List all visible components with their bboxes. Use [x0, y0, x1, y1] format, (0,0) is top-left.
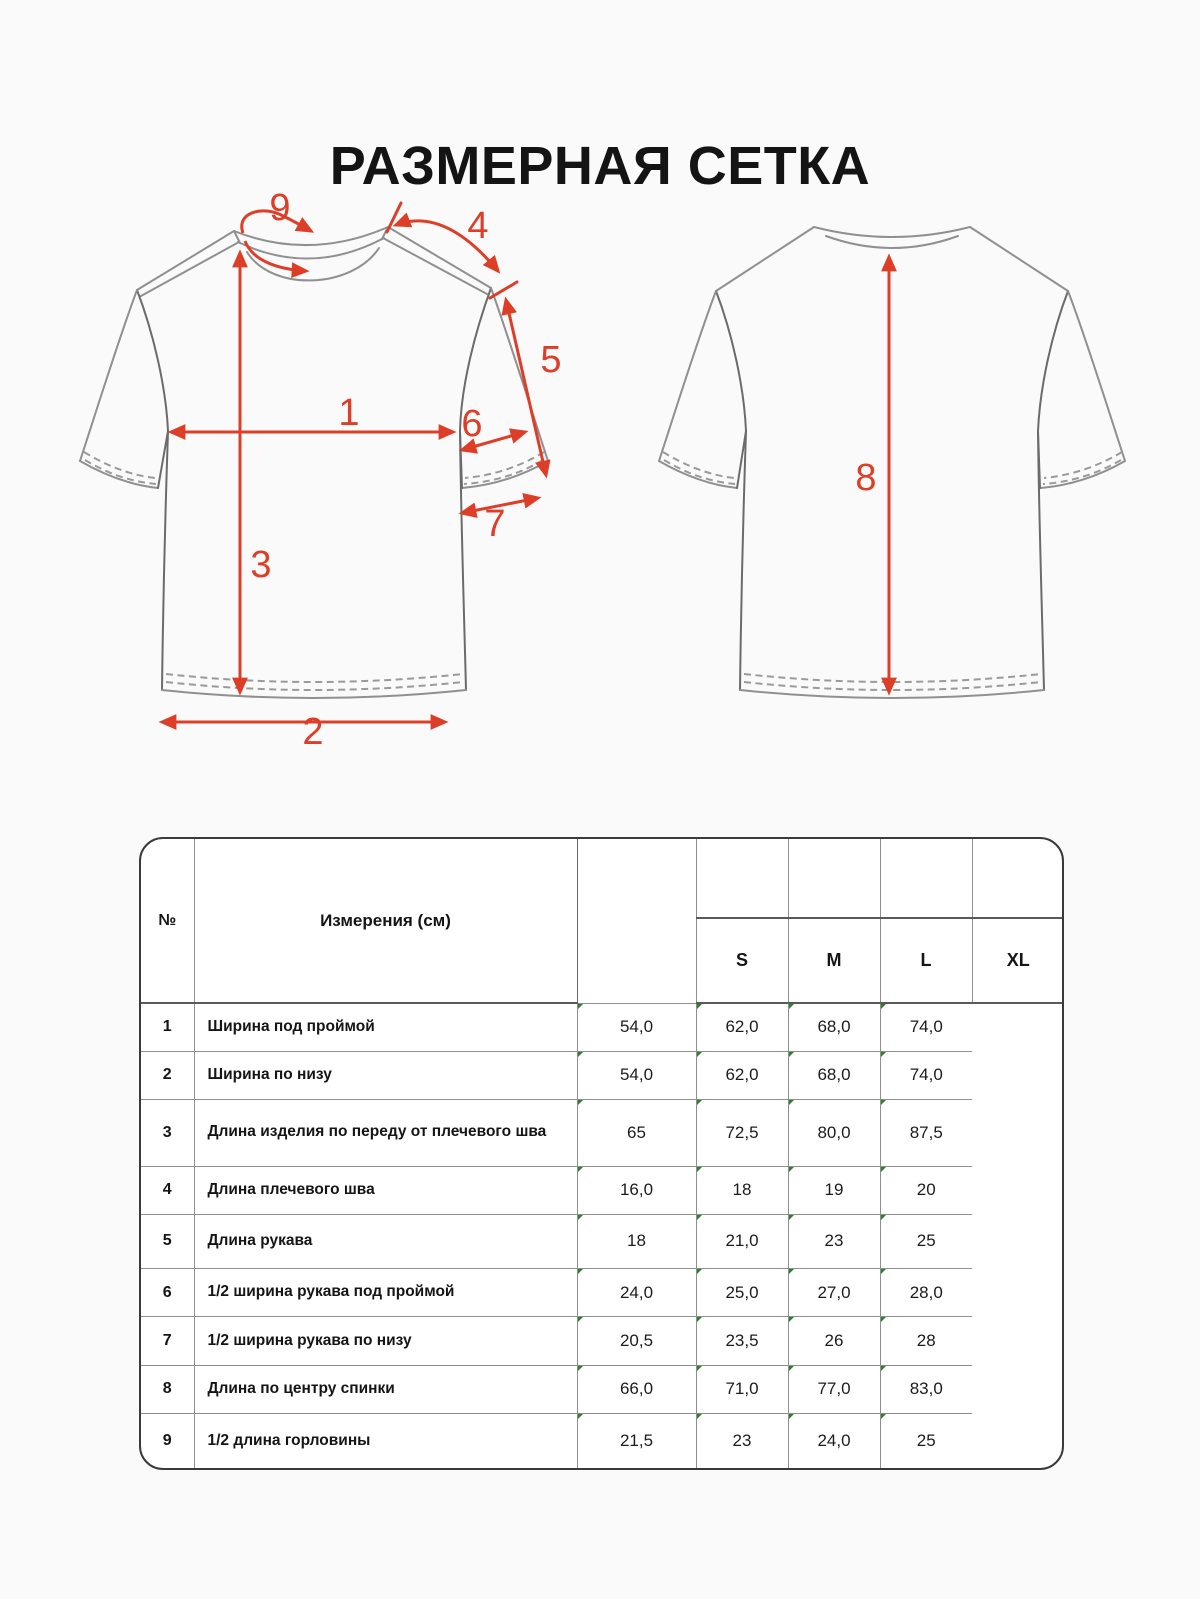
size-value-cell: 19 [788, 1166, 880, 1214]
size-header-xl: XL [972, 918, 1064, 1003]
size-value-cell: 25,0 [696, 1269, 788, 1317]
col-header-number: № [141, 839, 194, 1003]
table-row [141, 1365, 1064, 1413]
dim-label-5: 5 [540, 339, 562, 381]
size-value-cell: 23 [696, 1414, 788, 1468]
size-value-cell: 18 [577, 1214, 696, 1268]
dim-label-7: 7 [484, 503, 506, 545]
size-value-cell: 18 [696, 1166, 788, 1214]
size-value-cell: 24,0 [577, 1269, 696, 1317]
dim-label-3: 3 [250, 544, 272, 586]
size-header-spacer [880, 839, 972, 918]
size-value-cell: 24,0 [788, 1414, 880, 1468]
row-label: Длина рукава [194, 1214, 577, 1268]
row-label: 1/2 длина горловины [194, 1414, 577, 1468]
row-label: Длина по центру спинки [194, 1365, 577, 1413]
size-value-cell: 74,0 [880, 1003, 972, 1051]
size-value-cell: 20 [880, 1166, 972, 1214]
size-value-cell: 80,0 [788, 1100, 880, 1166]
size-value-cell: 21,0 [696, 1214, 788, 1268]
page-title: РАЗМЕРНАЯ СЕТКА [329, 136, 871, 197]
size-value-cell: 87,5 [880, 1100, 972, 1166]
size-header-spacer [788, 839, 880, 918]
row-number: 7 [141, 1317, 194, 1365]
table-row [141, 1003, 1064, 1051]
size-value-cell: 77,0 [788, 1365, 880, 1413]
size-value-cell: 83,0 [880, 1365, 972, 1413]
size-value-cell: 25 [880, 1214, 972, 1268]
size-value-cell: 28 [880, 1317, 972, 1365]
dim-label-4: 4 [467, 205, 489, 247]
row-label: Ширина по низу [194, 1051, 577, 1099]
size-value-cell: 54,0 [577, 1003, 696, 1051]
size-value-cell: 72,5 [696, 1100, 788, 1166]
size-value-cell: 21,5 [577, 1414, 696, 1468]
size-value-cell: 62,0 [696, 1003, 788, 1051]
size-value-cell: 54,0 [577, 1051, 696, 1099]
size-value-cell: 74,0 [880, 1051, 972, 1099]
table-row [141, 1214, 1064, 1268]
size-value-cell: 23 [788, 1214, 880, 1268]
row-number: 6 [141, 1269, 194, 1317]
row-number: 9 [141, 1414, 194, 1468]
size-header-spacer [696, 839, 788, 918]
size-value-cell: 27,0 [788, 1269, 880, 1317]
row-number: 8 [141, 1365, 194, 1413]
size-value-cell: 65 [577, 1100, 696, 1166]
size-table [139, 837, 1064, 1470]
table-row [141, 1166, 1064, 1214]
col-header-measurement: Измерения (см) [194, 839, 577, 1003]
tshirt-back-drawing [659, 227, 1125, 698]
row-label: Длина изделия по переду от плечевого шва [194, 1100, 577, 1166]
table-row [141, 1317, 1064, 1365]
dim-label-2: 2 [302, 711, 324, 753]
row-number: 1 [141, 1003, 194, 1051]
row-label: 1/2 ширина рукава под проймой [194, 1269, 577, 1317]
size-header-spacer [972, 839, 1064, 918]
size-value-cell: 16,0 [577, 1166, 696, 1214]
size-header-s: S [696, 918, 788, 1003]
dimension-arrows [162, 203, 889, 722]
dim-label-6: 6 [461, 403, 483, 445]
table-row [141, 1051, 1064, 1099]
size-value-cell: 20,5 [577, 1317, 696, 1365]
size-value-cell: 28,0 [880, 1269, 972, 1317]
dimension-labels [250, 187, 876, 753]
dim-label-9: 9 [269, 187, 291, 229]
size-value-cell: 71,0 [696, 1365, 788, 1413]
row-label: 1/2 ширина рукава по низу [194, 1317, 577, 1365]
row-number: 3 [141, 1100, 194, 1166]
size-header-l: L [880, 918, 972, 1003]
arrow-shoulder-seam-tick [387, 203, 401, 232]
size-header-m: M [788, 918, 880, 1003]
table-row [141, 1414, 1064, 1468]
table-row [141, 1100, 1064, 1166]
table-row [141, 1269, 1064, 1317]
size-value-cell: 26 [788, 1317, 880, 1365]
row-number: 4 [141, 1166, 194, 1214]
row-label: Длина плечевого шва [194, 1166, 577, 1214]
arrow-sleeve-length-tick [490, 282, 517, 298]
size-value-cell: 62,0 [696, 1051, 788, 1099]
size-value-cell: 68,0 [788, 1003, 880, 1051]
row-label: Ширина под проймой [194, 1003, 577, 1051]
size-value-cell: 66,0 [577, 1365, 696, 1413]
dim-label-1: 1 [338, 392, 360, 434]
size-value-cell: 68,0 [788, 1051, 880, 1099]
arrow-sleeve-length [506, 300, 546, 475]
size-value-cell: 25 [880, 1414, 972, 1468]
row-number: 5 [141, 1214, 194, 1268]
size-value-cell: 23,5 [696, 1317, 788, 1365]
dim-label-8: 8 [855, 457, 877, 499]
row-number: 2 [141, 1051, 194, 1099]
tshirt-front-drawing [80, 227, 548, 698]
table-gap-column [577, 839, 696, 1003]
